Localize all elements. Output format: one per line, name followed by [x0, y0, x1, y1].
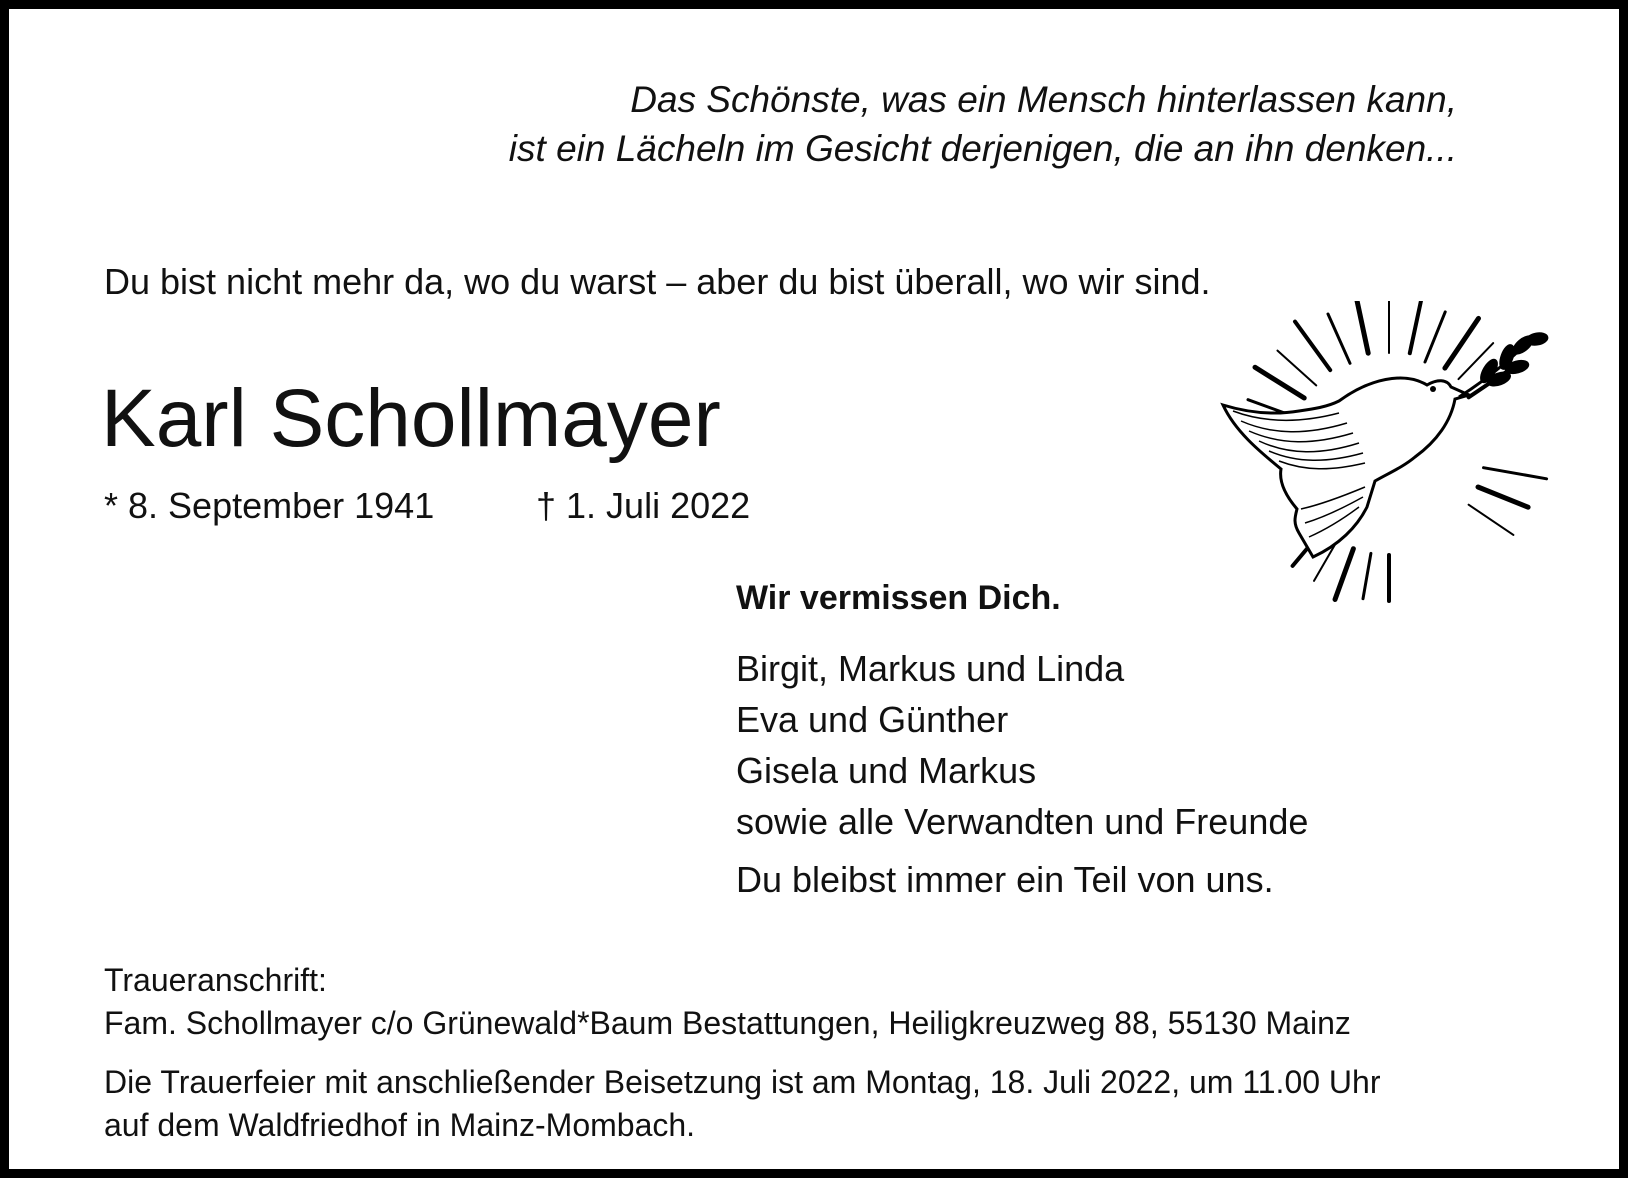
motto: Du bist nicht mehr da, wo du warst – aber du bist überall, wo wir sind.: [104, 261, 1211, 302]
sun-ray: [1478, 487, 1528, 507]
sun-ray: [1484, 468, 1547, 479]
death-date: † 1. Juli 2022: [536, 485, 751, 526]
deceased-name: Karl Schollmayer: [101, 373, 721, 464]
sun-ray: [1410, 301, 1422, 353]
mourner-line: Birgit, Markus und Linda: [736, 648, 1125, 689]
sun-ray: [1363, 553, 1371, 598]
mourner-line: sowie alle Verwandten und Freunde: [736, 801, 1309, 842]
sun-ray: [1445, 318, 1479, 368]
birth-date: * 8. September 1941: [104, 485, 435, 526]
sun-ray: [1469, 505, 1514, 535]
sun-ray: [1295, 322, 1330, 371]
mourner-line: Eva und Günther: [736, 699, 1009, 740]
service-line-1: Die Trauerfeier mit anschließender Beisetzung ist am Montag, 18. Juli 2022, um 11.00 Uhr: [104, 1064, 1381, 1100]
mourners-heading: Wir vermissen Dich.: [736, 579, 1061, 617]
sun-ray: [1356, 301, 1369, 353]
closing-line: Du bleibst immer ein Teil von uns.: [736, 859, 1274, 900]
mourner-line: Gisela und Markus: [736, 750, 1037, 791]
sun-ray: [1425, 312, 1445, 362]
sun-ray: [1278, 351, 1317, 386]
quote-line-1: Das Schönste, was ein Mensch hinterlassen kann,: [630, 79, 1457, 120]
funeral-service-info: [104, 1061, 1380, 1147]
mourning-address: [104, 959, 1351, 1045]
sun-ray: [1335, 549, 1353, 600]
mourners-list: [736, 643, 1308, 847]
life-dates: [104, 485, 751, 527]
address-text: Fam. Schollmayer c/o Grünewald*Baum Bestattungen, Heiligkreuzweg 88, 55130 Mainz: [104, 1005, 1351, 1041]
epigraph-quote: [509, 75, 1457, 173]
sun-ray: [1255, 367, 1304, 398]
quote-line-2: ist ein Lächeln im Gesicht derjenigen, die an ihn denken...: [508, 128, 1457, 169]
address-label: Traueranschrift:: [104, 962, 327, 998]
service-line-2: auf dem Waldfriedhof in Mainz-Mombach.: [104, 1107, 696, 1143]
dove-with-olive-branch-icon: [1189, 301, 1599, 621]
sun-ray: [1328, 314, 1350, 363]
